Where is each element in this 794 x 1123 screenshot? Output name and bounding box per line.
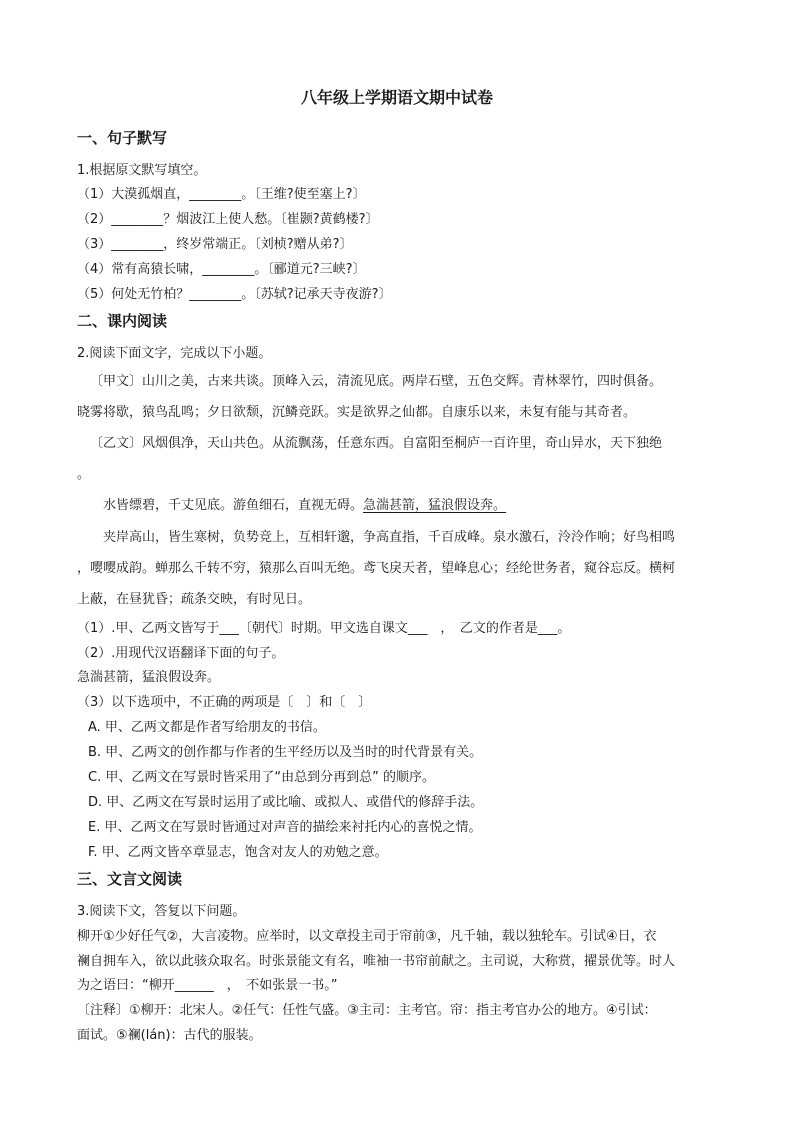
passage-yi-line-5: ，嘤嘤成韵。蝉那么千转不穷，猿那么百叫无绝。鸢飞戾天者，望峰息心；经纶世务者，窥谷忘反。横柯 xyxy=(77,561,676,576)
option-e: E. 甲、乙两文在写景时皆通过对声音的描绘来衬托内心的喜悦之情。 xyxy=(88,820,482,835)
annotation-line-2: 面试。⑤襕(lán)：古代的服装。 xyxy=(77,1028,262,1043)
section-heading-3: 三、文言文阅读 xyxy=(77,870,183,888)
passage-yi-line-4: 夹岸高山，皆生寒树，负势竞上，互相轩邈，争高直指，千百成峰。泉水激石，泠泠作响；好鸟相鸣 xyxy=(103,530,676,545)
option-f: F. 甲、乙两文皆卒章显志，饱含对友人的劝勉之意。 xyxy=(88,845,388,860)
classical-text-line-2: 襕自拥车入，欲以此骇众取名。时张景能文有名，唯袖一书帘前献之。主司说，大称赏，擢景优等。时人 xyxy=(77,954,676,969)
option-c: C. 甲、乙两文在写景时皆采用了“由总到分再到总” 的顺序。 xyxy=(88,770,435,785)
option-a: A. 甲、乙两文都是作者写给朋友的书信。 xyxy=(88,720,326,735)
passage-jia-line-2: 晓雾将歇，猿鸟乱鸣；夕日欲颓，沉鳞竞跃。实是欲界之仙都。自康乐以来，未复有能与其奇者。 xyxy=(77,405,637,420)
question-2-stem: 2.阅读下面文字，完成以下小题。 xyxy=(77,346,272,361)
option-b: B. 甲、乙两文的创作都与作者的生平经历以及当时的时代背景有关。 xyxy=(88,745,483,760)
fill-item-4: （4）常有高猿长啸，________。〔郦道元?三峡?〕 xyxy=(77,262,366,277)
sub-question-1: （1）.甲、乙两文皆写于___〔朝代〕时期。甲文选自课文___ ， 乙文的作者是___。 xyxy=(77,621,571,636)
question-3-stem: 3.阅读下文，答复以下问题。 xyxy=(77,904,246,919)
passage-yi-line-1: 〔乙文〕风烟俱净，天山共色。从流飘荡，任意东西。自富阳至桐庐一百许里，奇山异水，天下独绝 xyxy=(90,436,663,451)
passage-jia-line-1: 〔甲文〕山川之美，古来共谈。顶峰入云，清流见底。两岸石壁，五色交辉。青林翠竹，四时俱备。 xyxy=(90,374,663,389)
section-heading-1: 一、句子默写 xyxy=(77,129,168,147)
annotation-line-1: 〔注释〕①柳开：北宋人。②任气：任性气盛。③主司：主考官。帘：指主考官办公的地方。④引试： xyxy=(77,1003,657,1018)
classical-text-line-3: 为之语曰：“柳开______ ， 不如张景一书。” xyxy=(77,978,338,993)
page-title: 八年级上学期语文期中试卷 xyxy=(300,88,493,107)
passage-yi-line-6: 上蔽，在昼犹昏；疏条交映，有时见日。 xyxy=(77,592,312,607)
sub-question-2: （2）.用现代汉语翻译下面的句子。 xyxy=(77,646,285,661)
underlined-sentence: 急湍甚箭，猛浪假设奔。 xyxy=(363,498,507,513)
question-1-stem: 1.根据原文默写填空。 xyxy=(77,163,207,178)
classical-text-line-1: 柳开①少好任气②，大言凌物。应举时，以文章投主司于帘前③，凡千轴，载以独轮车。引试④日，衣 xyxy=(77,929,657,944)
fill-item-5: （5）何处无竹柏？________。〔苏轼?记承天寺夜游?〕 xyxy=(77,287,392,302)
fill-item-2: （2）________？烟波江上使人愁。〔崔颢?黄鹤楼?〕 xyxy=(77,212,379,227)
fill-item-3: （3）________，终岁常端正。〔刘桢?赠从弟?〕 xyxy=(77,237,353,252)
passage-yi-line-3 xyxy=(103,498,506,514)
passage-yi-line-3-text: 水皆缥碧，千丈见底。游鱼细石，直视无碍。 xyxy=(103,498,364,513)
sub-question-2-sentence: 急湍甚箭，猛浪假设奔。 xyxy=(77,670,221,685)
passage-yi-line-2: 。 xyxy=(77,467,91,482)
sub-question-3: （3）以下选项中，不正确的两项是〔 〕和〔 〕 xyxy=(77,695,372,710)
option-d: D. 甲、乙两文在写景时运用了或比喻、或拟人、或借代的修辞手法。 xyxy=(88,795,484,810)
fill-item-1: （1）大漠孤烟直，________。〔王维?使至塞上?〕 xyxy=(77,187,366,202)
section-heading-2: 二、课内阅读 xyxy=(77,312,168,330)
